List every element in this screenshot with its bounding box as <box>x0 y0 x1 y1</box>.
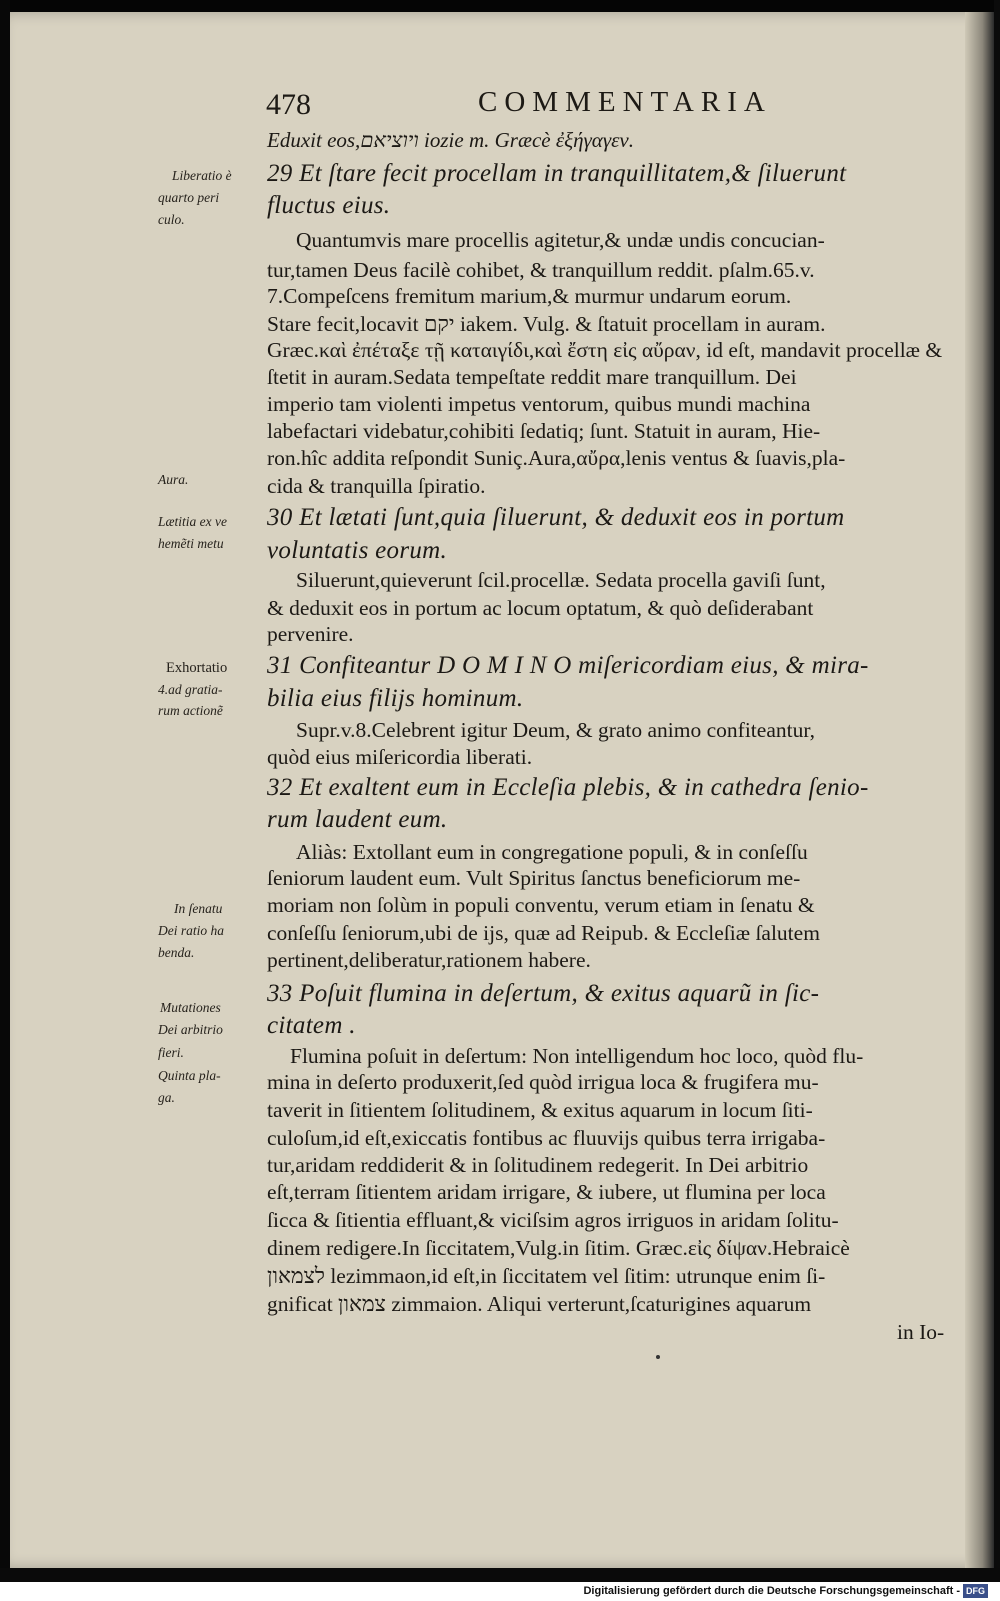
text-line: cida & tranquilla ſpiratio. <box>267 474 486 498</box>
verse-line: citatem . <box>267 1012 356 1039</box>
text-line: ſeniorum laudent eum. Vult Spiritus ſanctus beneficiorum me- <box>267 866 801 890</box>
catchword: in Io- <box>897 1320 945 1344</box>
text-line: Græc.καὶ ἐπέταξε τῇ καταιγίδι,καὶ ἔστη εἰς αὔραν, id eſt, mandavit procellæ & <box>267 338 943 362</box>
text-line: Siluerunt,quieverunt ſcil.procellæ. Sedata procella gaviſi ſunt, <box>296 568 826 592</box>
text-line: Aliàs: Extollant eum in congregatione populi, & in conſeſſu <box>296 840 808 864</box>
text-line: dinem redigere.In ſiccitatem,Vulg.in ſitim. Græc.εἰς δίψαν.Hebraicè <box>267 1236 850 1260</box>
text-line: pertinent,deliberatur,rationem habere. <box>267 948 591 972</box>
text-line: culoſum,id eſt,exiccatis fontibus ac fluuvijs quibus terra irrigaba- <box>267 1126 826 1150</box>
margin-note: Exhortatio <box>166 660 228 676</box>
text-line: tur,tamen Deus facilè cohibet, & tranquillum reddit. pſalm.65.v. <box>267 258 815 282</box>
running-head: COMMENTARIA <box>478 86 772 118</box>
margin-note: Quinta pla- <box>158 1068 221 1083</box>
scan-left-border <box>0 0 10 1580</box>
margin-note: In ſenatu <box>174 901 223 916</box>
text-line: Eduxit eos,ויוציאם iozie m. Græcè ἐξήγαγεν. <box>267 128 634 152</box>
text-line: imperio tam violenti impetus ventorum, quibus mundi machina <box>267 392 811 416</box>
text-line: labefactari videbatur,cohibiti ſedatiq; ſunt. Statuit in auram, Hie- <box>267 419 821 443</box>
digitization-credit <box>583 1583 988 1599</box>
text-line: mina in deſerto produxerit,ſed quòd irrigua loca & frugifera mu- <box>267 1070 819 1094</box>
margin-note: culo. <box>158 212 185 227</box>
verse-line: 33 Poſuit flumina in deſertum, & exitus aquarũ in ſic- <box>267 980 820 1007</box>
text-line: tur,aridam reddiderit & in ſolitudinem redegerit. In Dei arbitrio <box>267 1153 809 1177</box>
text-line: gnificat צמאון zimmaion. Aliqui verterunt,ſcaturigines aquarum <box>267 1292 812 1316</box>
margin-note: rum actionẽ <box>158 703 223 718</box>
scan-top-border <box>0 0 1000 12</box>
margin-note: 4.ad gratia- <box>158 682 223 697</box>
text-line: ron.hîc addita reſpondit Suniç.Aura,αὔρα,lenis ventus & ſuavis,pla- <box>267 446 846 470</box>
text-line: quòd eius miſericordia liberati. <box>267 745 533 769</box>
text-line: Stare fecit,locavit יקם iakem. Vulg. & ſtatuit procellam in auram. <box>267 312 826 336</box>
text-line: eſt,terram ſitientem aridam irrigare, & iubere, ut flumina per loca <box>267 1180 826 1204</box>
margin-note: ga. <box>158 1090 175 1105</box>
verse-line: bilia eius filijs hominum. <box>267 685 524 712</box>
margin-note: Liberatio è <box>172 168 232 183</box>
text-line: Flumina poſuit in deſertum: Non intelligendum hoc loco, quòd flu- <box>290 1044 864 1068</box>
text-line: taverit in ſitientem ſolitudinem, & exitus aquarum in locum ſiti- <box>267 1098 813 1122</box>
verse-line: fluctus eius. <box>267 192 391 219</box>
credit-text: Digitalisierung gefördert durch die Deutsche Forschungsgemeinschaft - <box>583 1585 960 1597</box>
ink-spot <box>656 1355 660 1359</box>
verse-line: 31 Confiteantur D O M I N O miſericordiam eius, & mira- <box>267 652 869 679</box>
scan-bottom-border <box>0 1568 1000 1582</box>
margin-note: Dei arbitrio <box>158 1022 223 1037</box>
margin-note: Aura. <box>158 472 189 487</box>
text-line: conſeſſu ſeniorum,ubi de ijs, quæ ad Reipub. & Eccleſiæ ſalutem <box>267 921 820 945</box>
margin-note: Lætitia ex ve <box>158 514 227 529</box>
text-line: Quantumvis mare procellis agitetur,& undæ undis concucian- <box>296 228 825 252</box>
margin-note: benda. <box>158 945 195 960</box>
verse-line: 29 Et ſtare fecit procellam in tranquillitatem,& ſiluerunt <box>267 160 847 187</box>
text-line: ſicca & ſitientia effluant,& viciſsim agros irriguos in aridam ſolitu- <box>267 1208 839 1232</box>
margin-note: quarto peri <box>158 190 220 205</box>
verse-line: rum laudent eum. <box>267 806 448 833</box>
margin-note: fieri. <box>158 1045 184 1060</box>
verse-line: voluntatis eorum. <box>267 537 448 564</box>
margin-note: hemẽti metu <box>158 536 224 551</box>
dfg-logo-icon: DFG <box>963 1584 988 1598</box>
page-right-edge-shadow <box>965 12 994 1568</box>
text-line: & deduxit eos in portum ac locum optatum, & quò deſiderabant <box>267 596 814 620</box>
margin-note: Dei ratio ha <box>158 923 224 938</box>
text-line: pervenire. <box>267 622 354 646</box>
text-line: לצמאון lezimmaon,id eſt,in ſiccitatem vel ſitim: utrunque enim ſi- <box>267 1264 826 1288</box>
verse-line: 30 Et lætati ſunt,quia ſiluerunt, & deduxit eos in portum <box>267 504 845 531</box>
text-line: moriam non ſolùm in populi conventu, verum etiam in ſenatu & <box>267 893 815 917</box>
text-line: Supr.v.8.Celebrent igitur Deum, & grato animo confiteantur, <box>296 718 816 742</box>
verse-line: 32 Et exaltent eum in Eccleſia plebis, & in cathedra ſenio- <box>267 774 869 801</box>
text-line: ſtetit in auram.Sedata tempeſtate reddit mare tranquillum. Dei <box>267 365 797 389</box>
text-line: 7.Compeſcens fremitum marium,& murmur undarum eorum. <box>267 284 792 308</box>
scan-right-border <box>994 0 1000 1580</box>
page-number: 478 <box>266 88 311 121</box>
margin-note: Mutationes <box>160 1000 221 1015</box>
